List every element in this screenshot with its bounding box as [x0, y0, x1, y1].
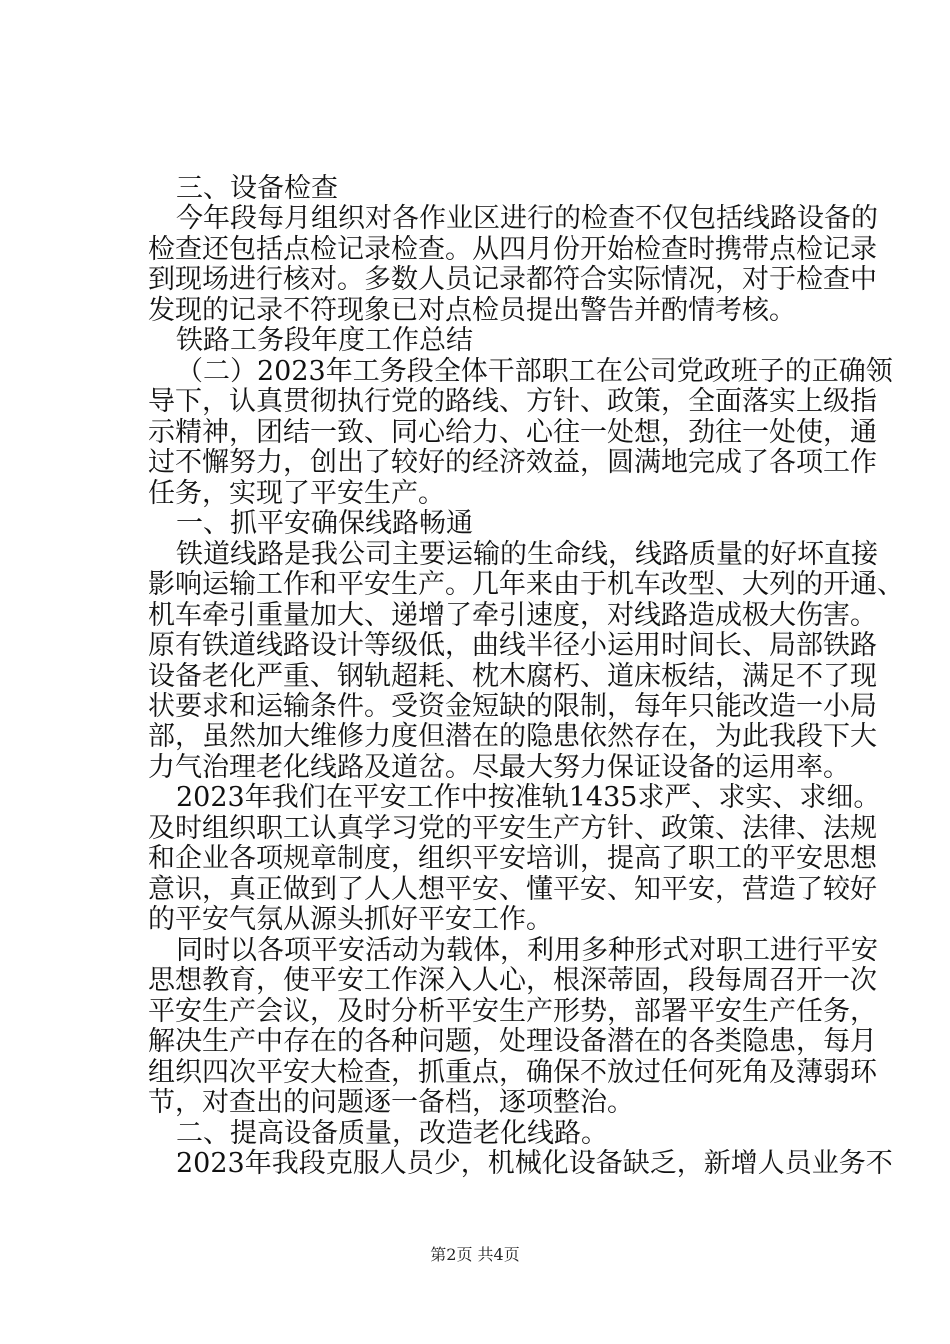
- text-line: 解决生产中存在的各种问题，处理设备潜在的各类隐患，每月: [148, 1026, 877, 1058]
- text-line: 2023年我段克服人员少，机械化设备缺乏，新增人员业务不: [176, 1148, 893, 1179]
- text-line: 和企业各项规章制度，组织平安培训，提高了职工的平安思想: [148, 843, 877, 875]
- text-line: 意识，真正做到了人人想平安、懂平安、知平安，营造了较好: [148, 873, 877, 905]
- paragraph: [148, 934, 878, 1119]
- text-line: 过不懈努力，创出了较好的经济效益，圆满地完成了各项工作: [148, 447, 877, 479]
- text-line: 导下，认真贯彻执行党的路线、方针、政策，全面落实上级指: [148, 386, 877, 418]
- text-line: 及时组织职工认真学习党的平安生产方针、政策、法律、法规: [148, 812, 877, 844]
- text-line: 机车牵引重量加大、递增了牵引速度，对线路造成极大伤害。: [148, 599, 877, 631]
- text-line: （二）2023年工务段全体干部职工在公司党政班子的正确领: [176, 355, 893, 387]
- text-line: 铁路工务段年度工作总结: [176, 325, 473, 357]
- paragraph: [148, 1148, 893, 1179]
- text-line: 思想教育，使平安工作深入人心，根深蒂固，段每周召开一次: [148, 965, 877, 997]
- text-line: 铁道线路是我公司主要运输的生命线，线路质量的好坏直接: [176, 538, 878, 570]
- paragraph: [148, 509, 838, 539]
- paragraph: [148, 538, 904, 784]
- paragraph: [148, 174, 838, 204]
- text-line: 原有铁道线路设计等级低，曲线半径小运用时间长、局部铁路: [148, 630, 877, 662]
- paragraph: [148, 782, 881, 936]
- text-line: 的平安气氛从源头抓好平安工作。: [148, 904, 553, 936]
- text-line: 今年段每月组织对各作业区进行的检查不仅包括线路设备的: [176, 203, 878, 235]
- page-footer: 第2页 共4页: [430, 1245, 520, 1264]
- paragraph: [148, 203, 878, 326]
- text-line: 发现的记录不符现象已对点检员提出警告并酌情考核。: [148, 294, 796, 326]
- text-line: 力气治理老化线路及道岔。尽最大努力保证设备的运用率。: [148, 751, 850, 783]
- text-line: 一、抓平安确保线路畅通: [176, 508, 473, 540]
- text-line: 三、设备检查: [176, 173, 338, 204]
- text-line: 设备老化严重、钢轨超耗、枕木腐朽、道床板结，满足不了现: [148, 660, 877, 692]
- text-line: 检查还包括点检记录检查。从四月份开始检查时携带点检记录: [148, 233, 877, 265]
- document-body: [148, 173, 904, 1179]
- text-line: 示精神，团结一致、同心给力、心往一处想，劲往一处使，通: [148, 416, 877, 448]
- text-line: 同时以各项平安活动为载体，利用多种形式对职工进行平安: [176, 934, 878, 966]
- text-line: 节，对查出的问题逐一备档，逐项整治。: [148, 1087, 634, 1119]
- paragraph: [148, 355, 893, 509]
- text-line: 平安生产会议，及时分析平安生产形势，部署平安生产任务，: [148, 995, 877, 1027]
- text-line: 组织四次平安大检查，抓重点，确保不放过任何死角及薄弱环: [148, 1056, 877, 1088]
- text-line: 影响运输工作和平安生产。几年来由于机车改型、大列的开通、: [148, 569, 904, 601]
- text-line: 到现场进行核对。多数人员记录都符合实际情况，对于检查中: [148, 264, 877, 296]
- text-line: 状要求和运输条件。受资金短缺的限制，每年只能改造一小局: [148, 690, 877, 722]
- text-line: 二、提高设备质量，改造老化线路。: [176, 1117, 608, 1149]
- paragraph: [148, 326, 838, 356]
- text-line: 2023年我们在平安工作中按准轨1435求严、求实、求细。: [176, 782, 881, 814]
- paragraph: [148, 1119, 838, 1149]
- text-line: 任务，实现了平安生产。: [148, 477, 445, 509]
- text-line: 部，虽然加大维修力度但潜在的隐患依然存在，为此我段下大: [148, 721, 877, 753]
